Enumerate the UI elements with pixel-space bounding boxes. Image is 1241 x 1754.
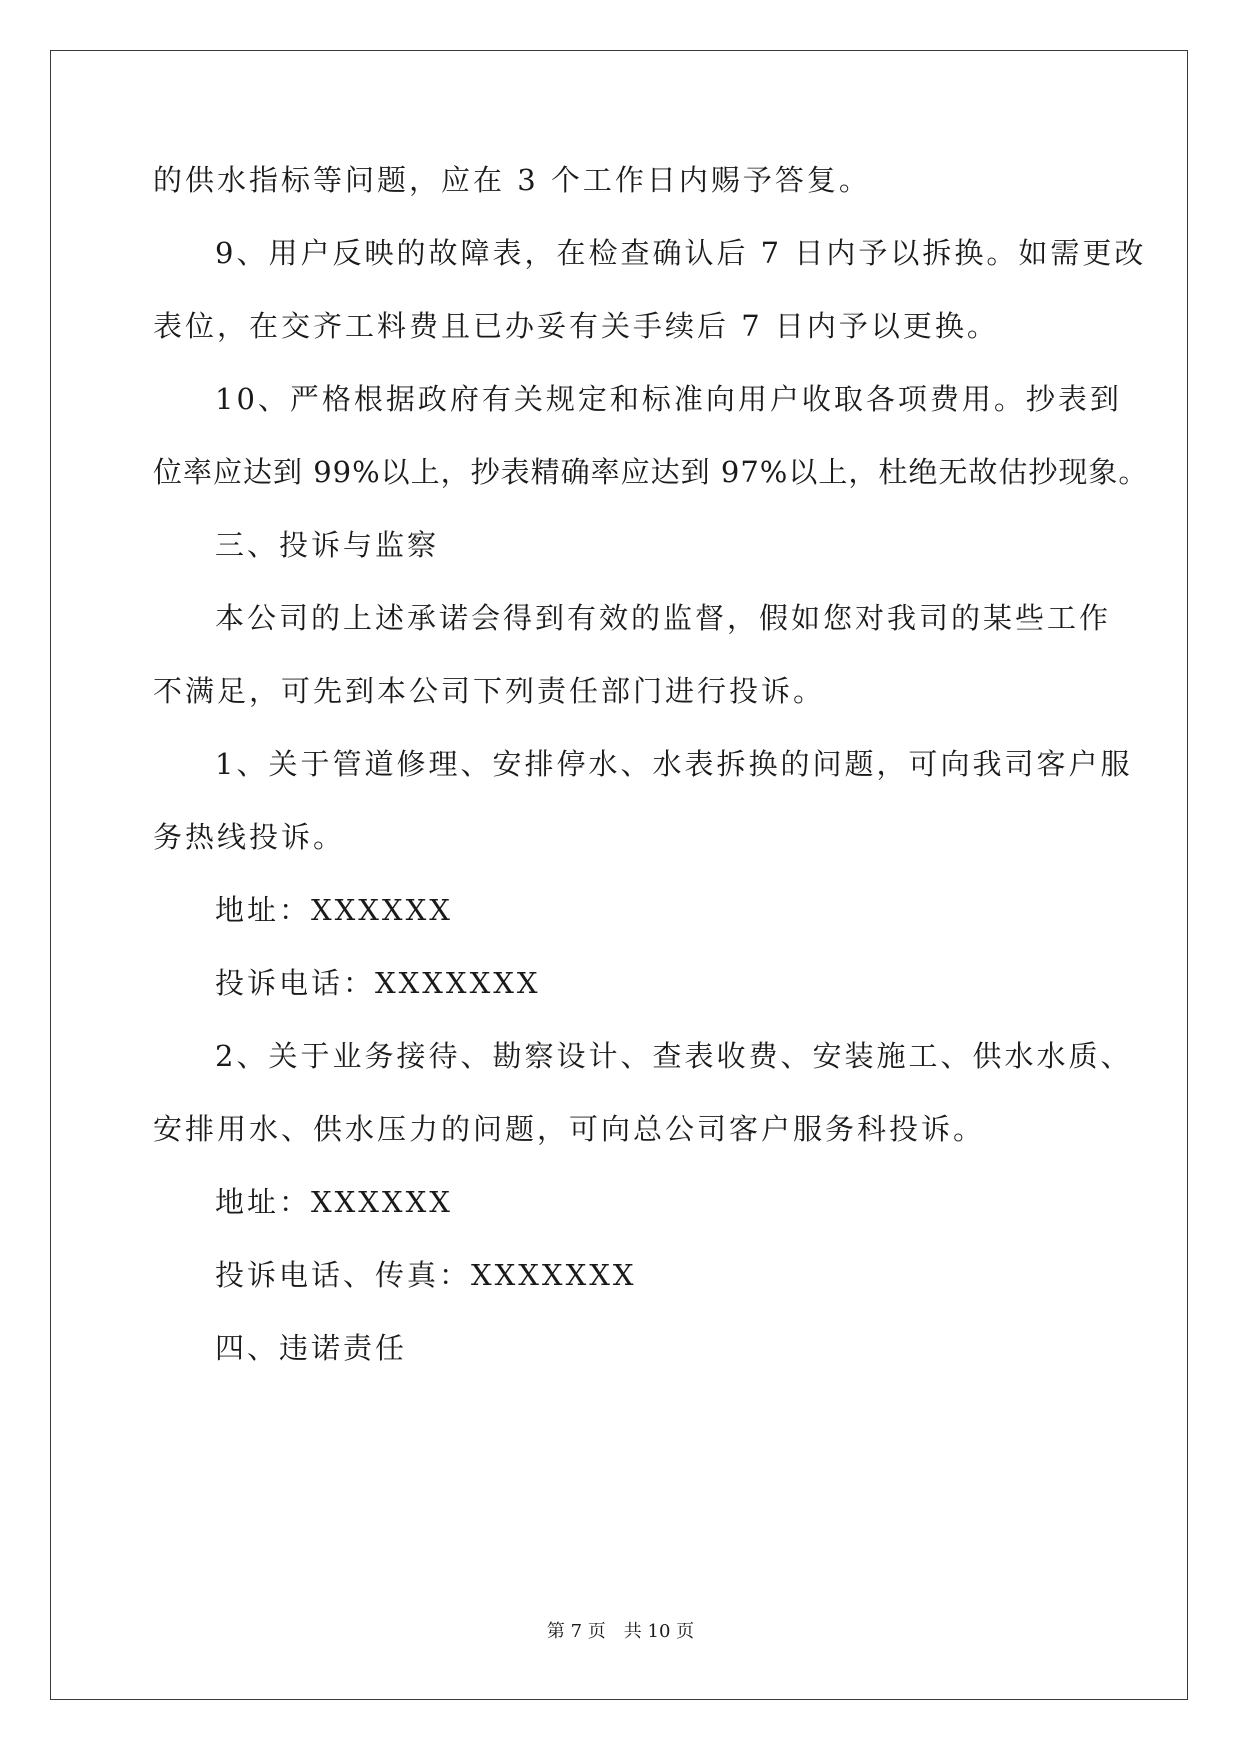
text-line: 2、关于业务接待、勘察设计、查表收费、安装施工、供水水质、: [215, 1039, 1133, 1073]
text-line: 10、严格根据政府有关规定和标准向用户收取各项费用。抄表到: [215, 382, 1122, 416]
page-border: [50, 50, 1188, 1700]
section-heading: 四、违诺责任: [215, 1331, 408, 1365]
address-line: 地址：XXXXXX: [215, 893, 453, 927]
page-number: 第 7 页 共 10 页: [546, 1621, 695, 1642]
address-line: 地址：XXXXXX: [215, 1185, 453, 1219]
text-line: 本公司的上述承诺会得到有效的监督，假如您对我司的某些工作: [215, 601, 1112, 635]
text-line: 安排用水、供水压力的问题，可向总公司客户服务科投诉。: [153, 1112, 986, 1146]
phone-line: 投诉电话：XXXXXXX: [215, 966, 541, 1000]
text-line: 9、用户反映的故障表，在检查确认后 7 日内予以拆换。如需更改: [215, 236, 1147, 270]
section-heading: 三、投诉与监察: [215, 528, 440, 562]
text-line: 务热线投诉。: [153, 820, 346, 854]
phone-fax-line: 投诉电话、传真：XXXXXXX: [215, 1258, 637, 1292]
text-line: 表位，在交齐工料费且已办妥有关手续后 7 日内予以更换。: [153, 309, 999, 343]
text-line: 位率应达到 99%以上，抄表精确率应达到 97%以上，杜绝无故估抄现象。: [153, 455, 1149, 489]
text-line: 1、关于管道修理、安排停水、水表拆换的问题，可向我司客户服: [215, 747, 1133, 781]
text-line: 的供水指标等问题，应在 3 个工作日内赐予答复。: [153, 163, 871, 197]
text-line: 不满足，可先到本公司下列责任部门进行投诉。: [153, 674, 826, 708]
